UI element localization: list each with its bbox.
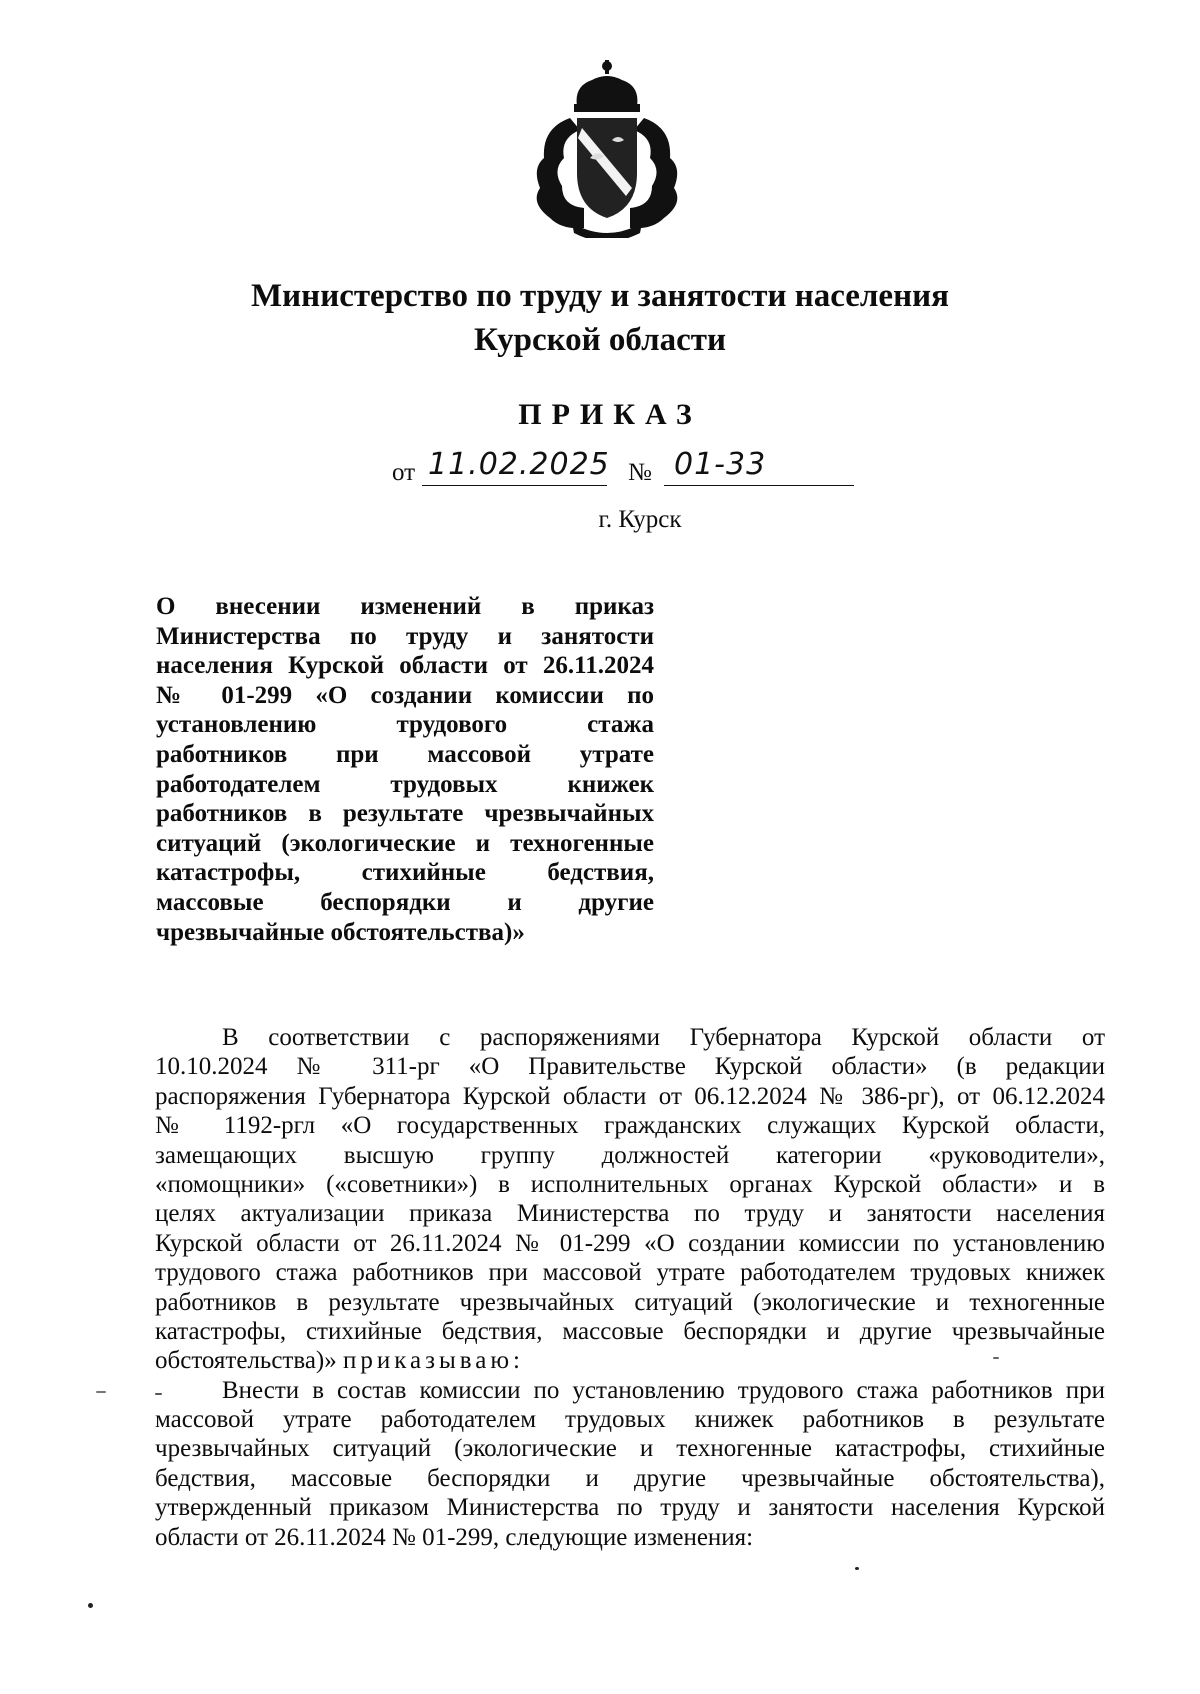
ministry-line-1: Министерство по труду и занятости населения — [251, 278, 949, 314]
order-word: приказываю: — [343, 1347, 525, 1375]
body-line: бедствия, массовые беспорядки и другие чрезвычайные обстоятельства), — [155, 1464, 1105, 1492]
scan-speck — [88, 1603, 93, 1608]
body-line: В соответствии с распоряжениями Губернатора Курской области от — [222, 1024, 1105, 1051]
body-line-order — [155, 1346, 1105, 1375]
subject-line: № 01-299 «О создании комиссии по — [156, 681, 654, 709]
body-line: «помощники» («советники») в исполнительных органах Курской области» и в — [155, 1170, 1105, 1198]
date-from-label: от — [392, 459, 416, 486]
subject-line: работников при массовой утрате — [156, 740, 654, 768]
scan-speck — [855, 1567, 859, 1570]
body-line: массовой утрате работодателем трудовых книжек работников в результате — [155, 1406, 1105, 1434]
ministry-line-2: Курской области — [473, 322, 726, 358]
order-subject — [156, 592, 654, 947]
city-name: г. Курск — [598, 506, 682, 533]
body-line: катастрофы, стихийные бедствия, массовые беспорядки и другие чрезвычайные — [155, 1317, 1105, 1345]
body-line: трудового стажа работников при массовой утрате работодателем трудовых книжек — [155, 1259, 1105, 1287]
body-line: целях актуализации приказа Министерства по труду и занятости населения — [155, 1200, 1105, 1228]
body-line: чрезвычайных ситуаций (экологические и техногенные катастрофы, стихийные — [155, 1435, 1105, 1463]
body-line: Курской области от 26.11.2024 № 01-299 «О создании комиссии по установлению — [155, 1229, 1105, 1257]
body-line: Внести в состав комиссии по установлению трудового стажа работников при — [222, 1376, 1105, 1404]
scan-speck — [993, 1357, 999, 1359]
body-line: замещающих высшую группу должностей категории «руководители», — [155, 1141, 1105, 1169]
body-line: области от 26.11.2024 № 01-299, следующие изменения: — [155, 1523, 754, 1551]
coat-of-arms-emblem — [522, 58, 692, 238]
scan-speck — [155, 1393, 162, 1395]
subject-line: катастрофы, стихийные бедствия, — [156, 859, 654, 887]
subject-line: ситуаций (экологические и техногенные — [156, 829, 654, 857]
body-line: распоряжения Губернатора Курской области от 06.12.2024 № 386-рг), от 06.12.2024 — [155, 1082, 1105, 1110]
body-last-text: обстоятельства)» — [155, 1347, 337, 1375]
document-type-title: ПРИКАЗ — [518, 398, 702, 431]
date-handwritten: 11.02.2025 — [428, 447, 610, 482]
subject-line: массовые беспорядки и другие — [156, 888, 654, 916]
subject-line: О внесении изменений в приказ — [156, 593, 654, 620]
subject-line: населения Курской области от 26.11.2024 — [156, 652, 654, 680]
order-body — [155, 1023, 1105, 1552]
subject-line: чрезвычайные обстоятельства)» — [156, 918, 525, 946]
number-handwritten: 01-33 — [674, 447, 767, 482]
number-label: № — [628, 459, 652, 486]
date-underline — [422, 485, 607, 486]
body-line: 10.10.2024 № 311-рг «О Правительстве Курской области» (в редакции — [155, 1053, 1105, 1081]
subject-line: работников в результате чрезвычайных — [156, 800, 654, 828]
subject-line: Министерства по труду и занятости — [156, 622, 654, 650]
scan-speck — [96, 1391, 106, 1393]
body-line: № 1192-ргл «О государственных гражданских служащих Курской области, — [155, 1112, 1105, 1140]
date-number-line — [392, 447, 872, 487]
number-underline — [664, 485, 854, 486]
subject-line: работодателем трудовых книжек — [156, 770, 654, 798]
body-line: работников в результате чрезвычайных ситуаций (экологические и техногенные — [155, 1288, 1105, 1316]
body-line: утвержденный приказом Министерства по труду и занятости населения Курской — [155, 1494, 1105, 1522]
ministry-name — [160, 274, 1040, 362]
subject-line: установлению трудового стажа — [156, 711, 654, 739]
